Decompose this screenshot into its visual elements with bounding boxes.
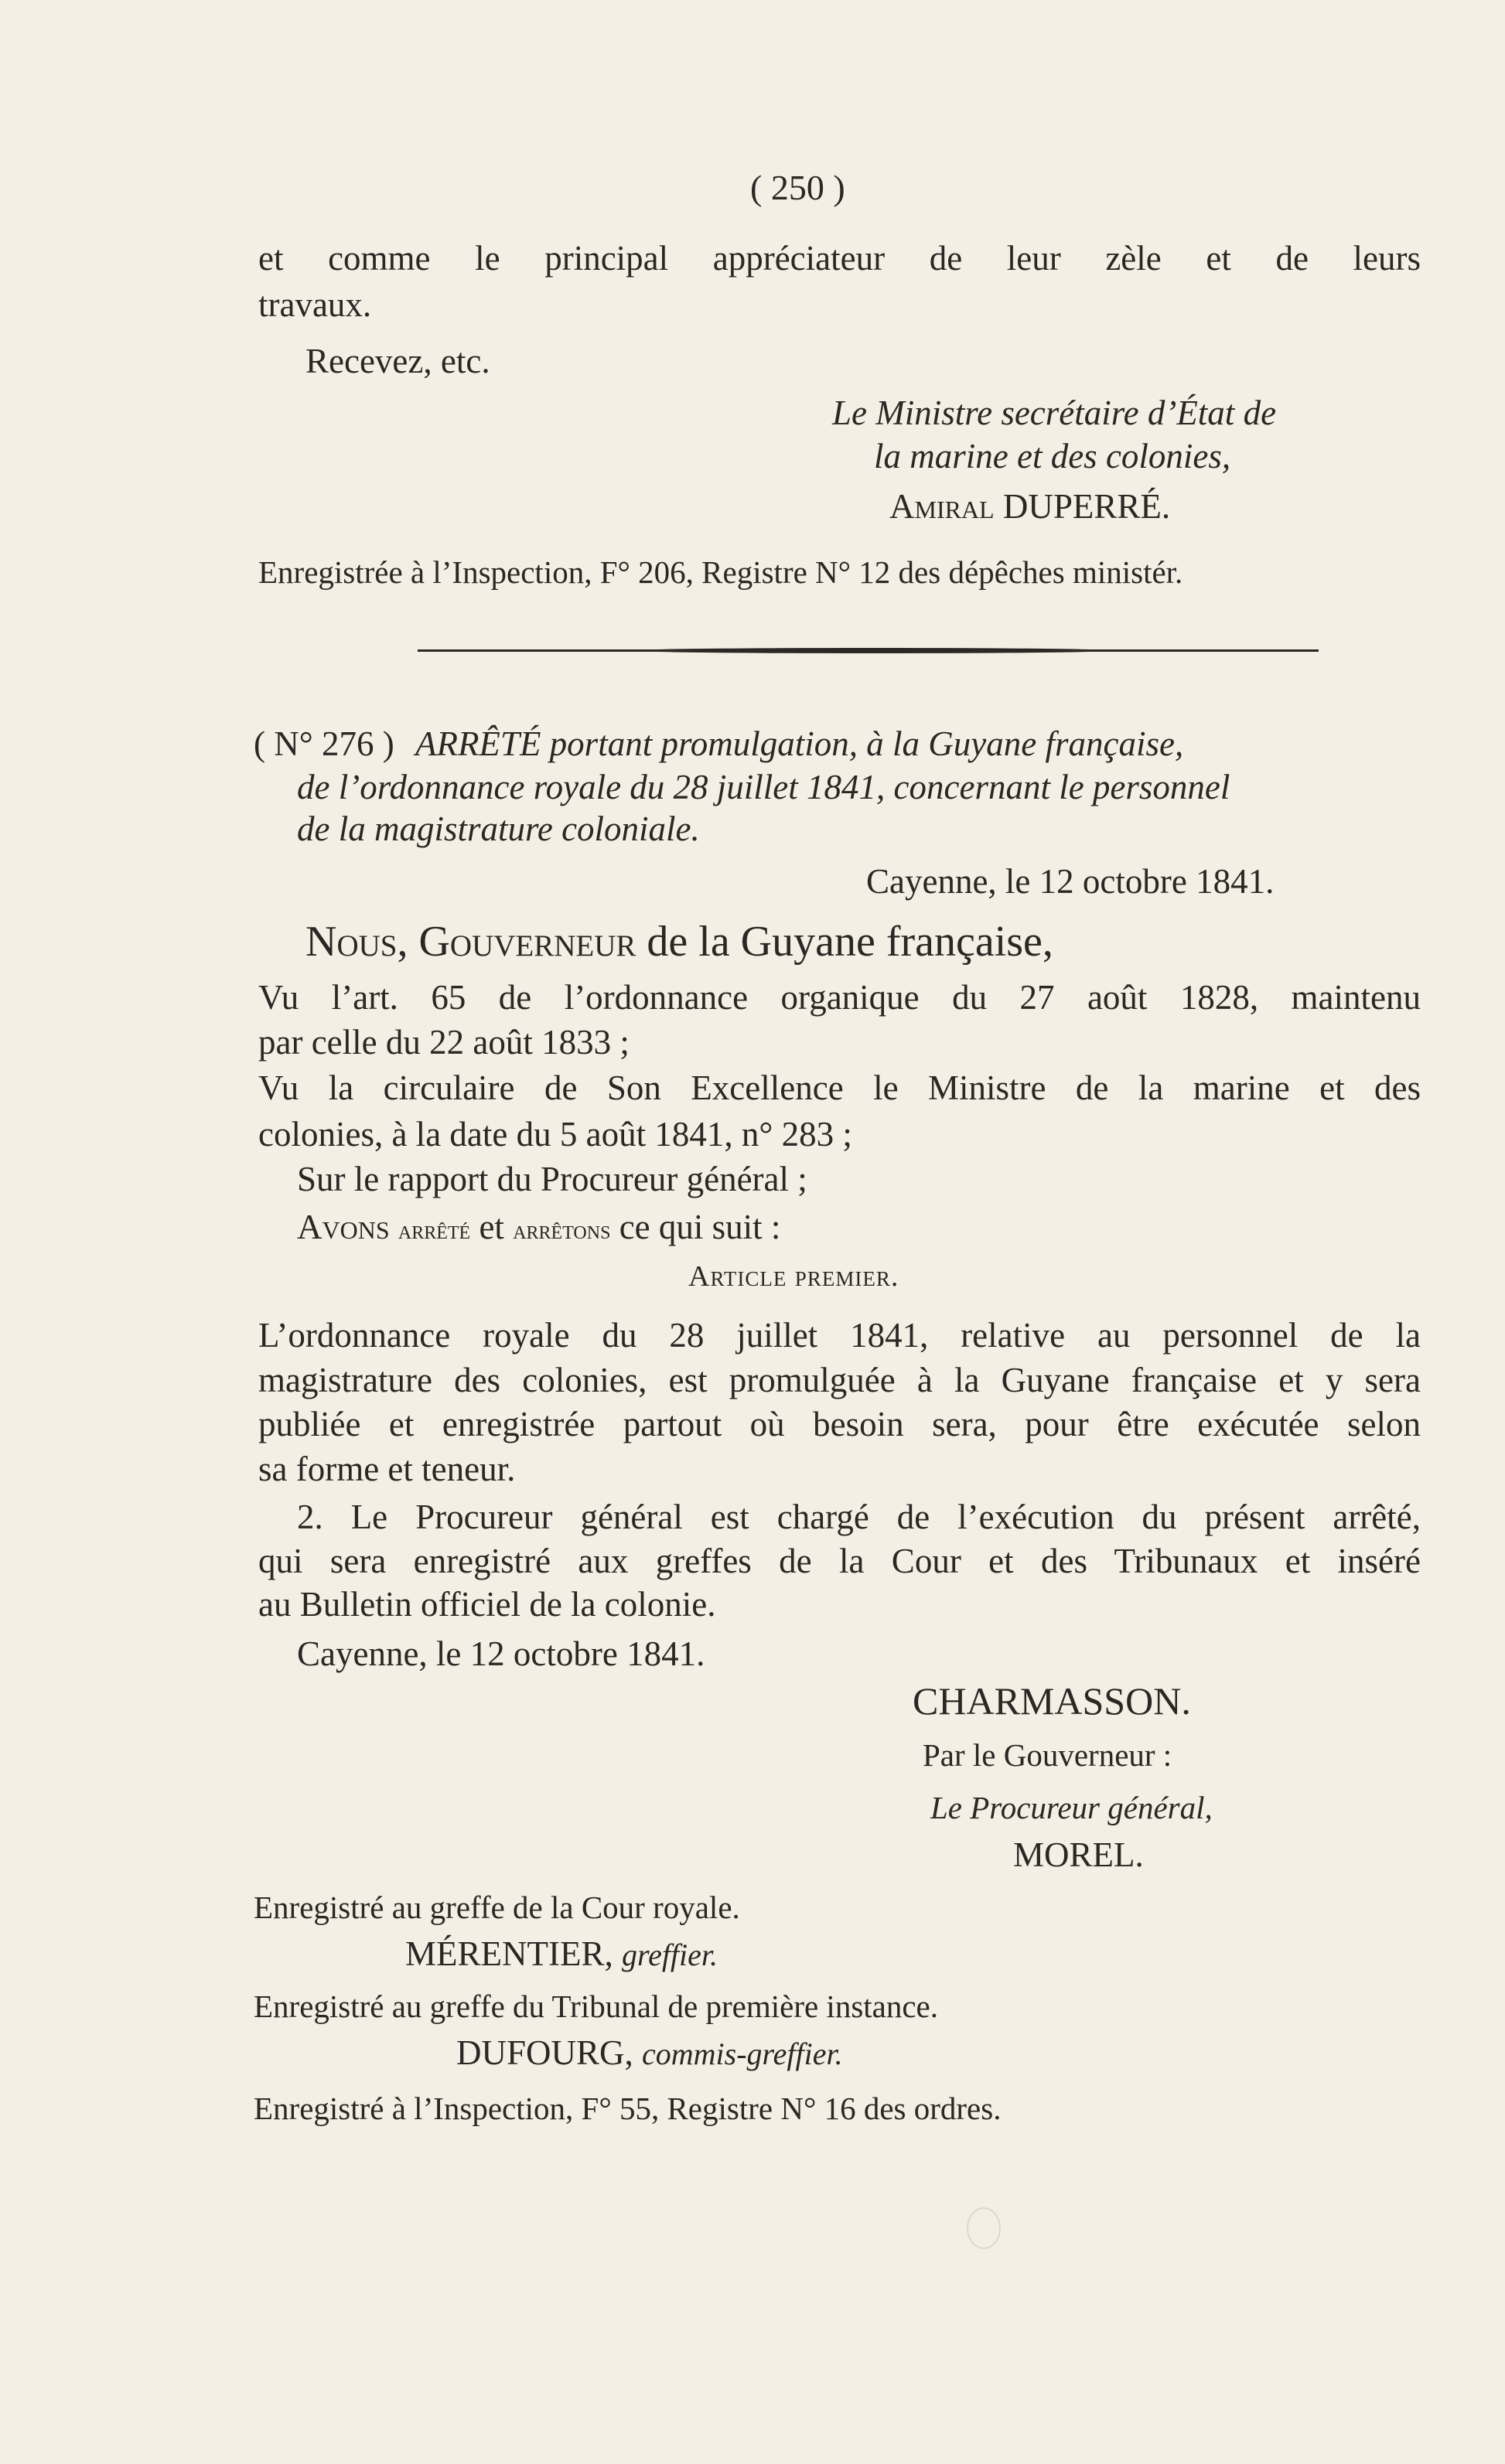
vu1-line-1: Vu l’art. 65 de l’ordonnance organique du 27 août 1828, maintenu bbox=[258, 978, 1421, 1017]
art1-line-3: publiée et enregistrée partout où besoin sera, pour être exécutée selon bbox=[258, 1405, 1421, 1443]
merentier-role: greffier. bbox=[621, 1937, 718, 1972]
art2-line-1: 2. Le Procureur général est chargé de l’exécution du présent arrêté, bbox=[297, 1498, 1421, 1536]
paper-stain bbox=[967, 2207, 1001, 2249]
decree-place-date: Cayenne, le 12 octobre 1841. bbox=[866, 862, 1275, 901]
arretons-word: arrêtons bbox=[513, 1216, 611, 1245]
closing-place-date: Cayenne, le 12 octobre 1841. bbox=[297, 1634, 705, 1673]
preamble-caps: Nous, Gouverneur bbox=[305, 918, 636, 966]
art1-line-1: L’ordonnance royale du 28 juillet 1841, relative au personnel de la bbox=[258, 1316, 1421, 1355]
procureur-title: Le Procureur général, bbox=[930, 1790, 1213, 1825]
avons-line bbox=[297, 1210, 780, 1245]
section-divider-swell bbox=[634, 648, 1114, 653]
art2-line-3: au Bulletin officiel de la colonie. bbox=[258, 1585, 716, 1624]
decree-title-3: de la magistrature coloniale. bbox=[297, 809, 700, 848]
preamble-rest: de la Guyane française, bbox=[647, 918, 1053, 966]
et-word: et bbox=[479, 1208, 504, 1246]
letter-line-2: travaux. bbox=[258, 285, 372, 324]
avons-word: Avons bbox=[297, 1208, 390, 1246]
letter-registration: Enregistrée à l’Inspection, F° 206, Registre N° 12 des dépêches ministér. bbox=[258, 554, 1183, 590]
registration-tribunal: Enregistré au greffe du Tribunal de première instance. bbox=[254, 1989, 939, 2024]
dufourg-role: commis-greffier. bbox=[642, 2036, 843, 2071]
registration-tribunal-signer bbox=[456, 2033, 843, 2072]
dufourg-name: DUFOURG, bbox=[456, 2033, 633, 2072]
letter-line-1: et comme le principal appréciateur de leur zèle et de leurs bbox=[258, 239, 1421, 278]
governor-signature: CHARMASSON. bbox=[913, 1679, 1191, 1723]
vu2-line-2: colonies, à la date du 5 août 1841, n° 283 ; bbox=[258, 1115, 852, 1154]
by-governor: Par le Gouverneur : bbox=[923, 1737, 1172, 1773]
ce-qui-suit: ce qui suit : bbox=[619, 1208, 781, 1246]
letter-closing: Recevez, etc. bbox=[305, 342, 490, 380]
merentier-name: MÉRENTIER, bbox=[405, 1934, 613, 1973]
page-number: ( 250 ) bbox=[750, 168, 845, 207]
decree-title-2: de l’ordonnance royale du 28 juillet 1841, concernant le personnel bbox=[297, 768, 1230, 806]
signatory-title-1: Le Ministre secrétaire d’État de bbox=[832, 394, 1277, 432]
decree-title-line-1 bbox=[254, 724, 1184, 763]
registration-inspection: Enregistré à l’Inspection, F° 55, Registre N° 16 des ordres. bbox=[254, 2091, 1002, 2126]
procureur-name: MOREL. bbox=[1013, 1835, 1144, 1874]
signatory-name-line bbox=[889, 489, 1170, 524]
vu1-line-2: par celle du 22 août 1833 ; bbox=[258, 1023, 630, 1062]
registration-court-signer bbox=[405, 1934, 718, 1973]
vu2-line-1: Vu la circulaire de Son Excellence le Ministre de la marine et des bbox=[258, 1068, 1421, 1107]
signatory-name: DUPERRÉ. bbox=[1002, 487, 1171, 526]
signatory-rank: Amiral bbox=[889, 487, 995, 526]
signatory-title-2: la marine et des colonies, bbox=[874, 437, 1231, 475]
article-heading: Article premier. bbox=[688, 1260, 899, 1293]
decree-number: ( N° 276 ) bbox=[254, 724, 394, 763]
registration-court: Enregistré au greffe de la Cour royale. bbox=[254, 1890, 740, 1925]
art2-line-2: qui sera enregistré aux greffes de la Cour et des Tribunaux et inséré bbox=[258, 1542, 1421, 1580]
art1-line-4: sa forme et teneur. bbox=[258, 1450, 516, 1488]
decree-preamble bbox=[305, 918, 1053, 966]
decree-title-1: ARRÊTÉ portant promulgation, à la Guyane française, bbox=[415, 724, 1184, 763]
art1-line-2: magistrature des colonies, est promulguée à la Guyane française et y sera bbox=[258, 1361, 1421, 1399]
sur-le-rapport: Sur le rapport du Procureur général ; bbox=[297, 1160, 807, 1198]
arrete-word: arrêté bbox=[398, 1216, 471, 1245]
